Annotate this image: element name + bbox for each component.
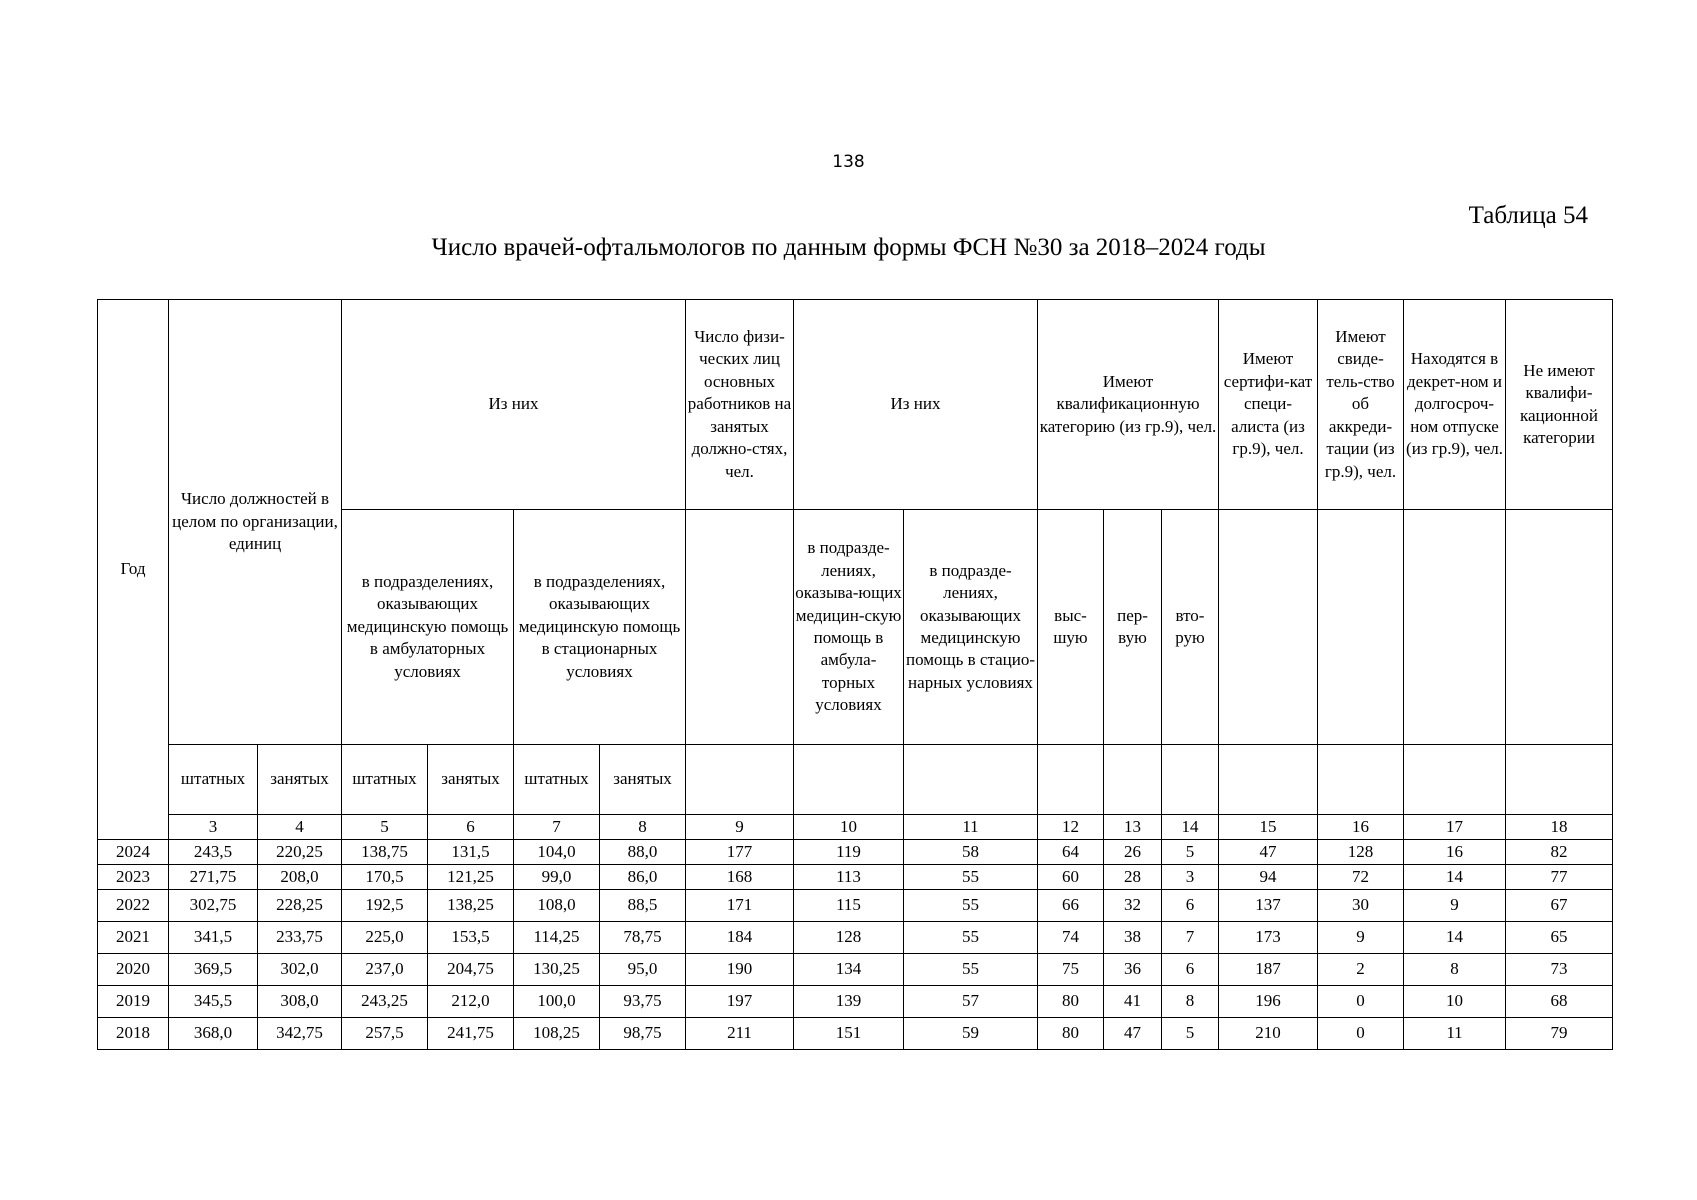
table-cell: 16	[1404, 840, 1506, 865]
header-certificate: Имеют сертифи-кат специ-алиста (из гр.9), чел.	[1219, 300, 1318, 510]
table-cell: 257,5	[342, 1018, 428, 1050]
table-cell: 211	[686, 1018, 794, 1050]
table-cell: 73	[1506, 954, 1613, 986]
ophthalmologists-table	[97, 299, 1613, 1050]
header-staff: штатных	[169, 745, 258, 815]
row-year: 2024	[98, 840, 169, 865]
table-label: Таблица 54	[1468, 202, 1588, 229]
table-cell: 80	[1038, 1018, 1104, 1050]
table-cell: 345,5	[169, 986, 258, 1018]
table-cell: 78,75	[600, 922, 686, 954]
header-second: вто-рую	[1162, 510, 1219, 745]
table-cell: 197	[686, 986, 794, 1018]
table-cell: 341,5	[169, 922, 258, 954]
header-first: пер-вую	[1104, 510, 1162, 745]
table-cell: 225,0	[342, 922, 428, 954]
table-cell: 208,0	[258, 865, 342, 890]
table-row	[98, 922, 1613, 954]
table-cell: 138,75	[342, 840, 428, 865]
table-row	[98, 890, 1613, 922]
column-number: 9	[686, 815, 794, 840]
table-cell: 192,5	[342, 890, 428, 922]
table-cell: 196	[1219, 986, 1318, 1018]
row-year: 2018	[98, 1018, 169, 1050]
table-cell: 220,25	[258, 840, 342, 865]
table-cell: 93,75	[600, 986, 686, 1018]
table-cell: 47	[1104, 1018, 1162, 1050]
table-cell: 3	[1162, 865, 1219, 890]
column-number: 5	[342, 815, 428, 840]
header-staff: штатных	[342, 745, 428, 815]
table-cell: 184	[686, 922, 794, 954]
table-cell: 60	[1038, 865, 1104, 890]
table-cell: 108,25	[514, 1018, 600, 1050]
header-of-them-1: Из них	[342, 300, 686, 510]
table-cell: 32	[1104, 890, 1162, 922]
column-number: 17	[1404, 815, 1506, 840]
table-cell: 67	[1506, 890, 1613, 922]
header-individuals: Число физи-ческих лиц основных работников на занятых должно-стях, чел.	[686, 300, 794, 510]
header-year: Год	[98, 300, 169, 840]
table-cell: 6	[1162, 954, 1219, 986]
table-cell: 121,25	[428, 865, 514, 890]
table-cell: 36	[1104, 954, 1162, 986]
column-number: 14	[1162, 815, 1219, 840]
table-row	[98, 1018, 1613, 1050]
table-cell: 88,5	[600, 890, 686, 922]
column-number: 7	[514, 815, 600, 840]
table-cell: 173	[1219, 922, 1318, 954]
table-cell: 128	[794, 922, 904, 954]
table-row	[98, 986, 1613, 1018]
table-cell: 66	[1038, 890, 1104, 922]
table-cell: 55	[904, 922, 1038, 954]
header-stationary-individuals: в подразде-лениях, оказывающих медицинскую помощь в стацио-нарных условиях	[904, 510, 1038, 745]
table-cell: 64	[1038, 840, 1104, 865]
table-cell: 168	[686, 865, 794, 890]
table-cell: 88,0	[600, 840, 686, 865]
table-row	[98, 840, 1613, 865]
header-occupied: занятых	[258, 745, 342, 815]
table-title: Число врачей-офтальмологов по данным формы ФСН №30 за 2018–2024 годы	[431, 234, 1266, 261]
table-cell: 108,0	[514, 890, 600, 922]
header-occupied: занятых	[428, 745, 514, 815]
table-cell: 134	[794, 954, 904, 986]
column-number: 6	[428, 815, 514, 840]
table-cell: 342,75	[258, 1018, 342, 1050]
column-number: 12	[1038, 815, 1104, 840]
table-cell: 98,75	[600, 1018, 686, 1050]
header-occupied: занятых	[600, 745, 686, 815]
table-cell: 241,75	[428, 1018, 514, 1050]
table-cell: 0	[1318, 986, 1404, 1018]
table-cell: 14	[1404, 865, 1506, 890]
table-cell: 9	[1404, 890, 1506, 922]
table-cell: 190	[686, 954, 794, 986]
table-row	[98, 865, 1613, 890]
table-cell: 0	[1318, 1018, 1404, 1050]
table-cell: 151	[794, 1018, 904, 1050]
table-cell: 68	[1506, 986, 1613, 1018]
table-cell: 130,25	[514, 954, 600, 986]
column-number: 11	[904, 815, 1038, 840]
table-cell: 138,25	[428, 890, 514, 922]
table-cell: 26	[1104, 840, 1162, 865]
table-cell: 30	[1318, 890, 1404, 922]
table-cell: 243,5	[169, 840, 258, 865]
header-stationary: в подразделениях, оказывающих медицинскую помощь в стационарных условиях	[514, 510, 686, 745]
table-cell: 137	[1219, 890, 1318, 922]
column-number: 16	[1318, 815, 1404, 840]
table-cell: 72	[1318, 865, 1404, 890]
table-cell: 47	[1219, 840, 1318, 865]
table-cell: 8	[1404, 954, 1506, 986]
table-cell: 100,0	[514, 986, 600, 1018]
header-no-category: Не имеют квалифи-кационной категории	[1506, 300, 1613, 510]
table-cell: 55	[904, 890, 1038, 922]
column-number: 18	[1506, 815, 1613, 840]
header-leave: Находятся в декрет-ном и долгосроч-ном отпуске (из гр.9), чел.	[1404, 300, 1506, 510]
table-cell: 65	[1506, 922, 1613, 954]
table-cell: 9	[1318, 922, 1404, 954]
column-number: 4	[258, 815, 342, 840]
table-cell: 2	[1318, 954, 1404, 986]
table-cell: 10	[1404, 986, 1506, 1018]
table-cell: 86,0	[600, 865, 686, 890]
table-cell: 302,75	[169, 890, 258, 922]
table-cell: 8	[1162, 986, 1219, 1018]
table-cell: 177	[686, 840, 794, 865]
table-cell: 153,5	[428, 922, 514, 954]
page-number: 138	[832, 152, 865, 172]
row-year: 2019	[98, 986, 169, 1018]
table-cell: 210	[1219, 1018, 1318, 1050]
table-cell: 171	[686, 890, 794, 922]
table-row	[98, 954, 1613, 986]
table-cell: 95,0	[600, 954, 686, 986]
table-cell: 139	[794, 986, 904, 1018]
table-cell: 113	[794, 865, 904, 890]
table-cell: 368,0	[169, 1018, 258, 1050]
table-cell: 115	[794, 890, 904, 922]
table-cell: 82	[1506, 840, 1613, 865]
header-ambulatory: в подразделениях, оказывающих медицинскую помощь в амбулаторных условиях	[342, 510, 514, 745]
table-cell: 131,5	[428, 840, 514, 865]
table-cell: 228,25	[258, 890, 342, 922]
header-positions-total: Число должностей в целом по организации, единиц	[169, 300, 342, 745]
table-cell: 38	[1104, 922, 1162, 954]
table-cell: 308,0	[258, 986, 342, 1018]
header-staff: штатных	[514, 745, 600, 815]
table-cell: 128	[1318, 840, 1404, 865]
table-cell: 94	[1219, 865, 1318, 890]
table-cell: 104,0	[514, 840, 600, 865]
table-cell: 28	[1104, 865, 1162, 890]
table-cell: 55	[904, 954, 1038, 986]
table-cell: 11	[1404, 1018, 1506, 1050]
table-cell: 6	[1162, 890, 1219, 922]
row-year: 2020	[98, 954, 169, 986]
column-number: 10	[794, 815, 904, 840]
column-number: 3	[169, 815, 258, 840]
table-cell: 237,0	[342, 954, 428, 986]
table-cell: 170,5	[342, 865, 428, 890]
table-cell: 369,5	[169, 954, 258, 986]
row-year: 2021	[98, 922, 169, 954]
table-cell: 75	[1038, 954, 1104, 986]
column-number: 8	[600, 815, 686, 840]
table-cell: 57	[904, 986, 1038, 1018]
table-cell: 187	[1219, 954, 1318, 986]
column-numbers-row	[98, 815, 1613, 840]
table-cell: 7	[1162, 922, 1219, 954]
header-ambulatory-individuals: в подразде-лениях, оказыва-ющих медицин-скую помощь в амбула-торных условиях	[794, 510, 904, 745]
table-cell: 41	[1104, 986, 1162, 1018]
header-highest: выс-шую	[1038, 510, 1104, 745]
table-cell: 119	[794, 840, 904, 865]
column-number: 15	[1219, 815, 1318, 840]
table-cell: 5	[1162, 1018, 1219, 1050]
header-qualification: Имеют квалификационную категорию (из гр.9), чел.	[1038, 300, 1219, 510]
header-accreditation: Имеют свиде-тель-ство об аккреди-тации (из гр.9), чел.	[1318, 300, 1404, 510]
header-of-them-2: Из них	[794, 300, 1038, 510]
row-year: 2022	[98, 890, 169, 922]
table-cell: 5	[1162, 840, 1219, 865]
table-cell: 271,75	[169, 865, 258, 890]
table-cell: 58	[904, 840, 1038, 865]
table-cell: 204,75	[428, 954, 514, 986]
table-cell: 79	[1506, 1018, 1613, 1050]
column-number: 13	[1104, 815, 1162, 840]
table-cell: 302,0	[258, 954, 342, 986]
table-cell: 243,25	[342, 986, 428, 1018]
table-cell: 74	[1038, 922, 1104, 954]
table-cell: 233,75	[258, 922, 342, 954]
table-cell: 114,25	[514, 922, 600, 954]
table-cell: 80	[1038, 986, 1104, 1018]
row-year: 2023	[98, 865, 169, 890]
table-cell: 55	[904, 865, 1038, 890]
table-cell: 77	[1506, 865, 1613, 890]
table-cell: 99,0	[514, 865, 600, 890]
table-cell: 14	[1404, 922, 1506, 954]
table-cell: 212,0	[428, 986, 514, 1018]
table-cell: 59	[904, 1018, 1038, 1050]
